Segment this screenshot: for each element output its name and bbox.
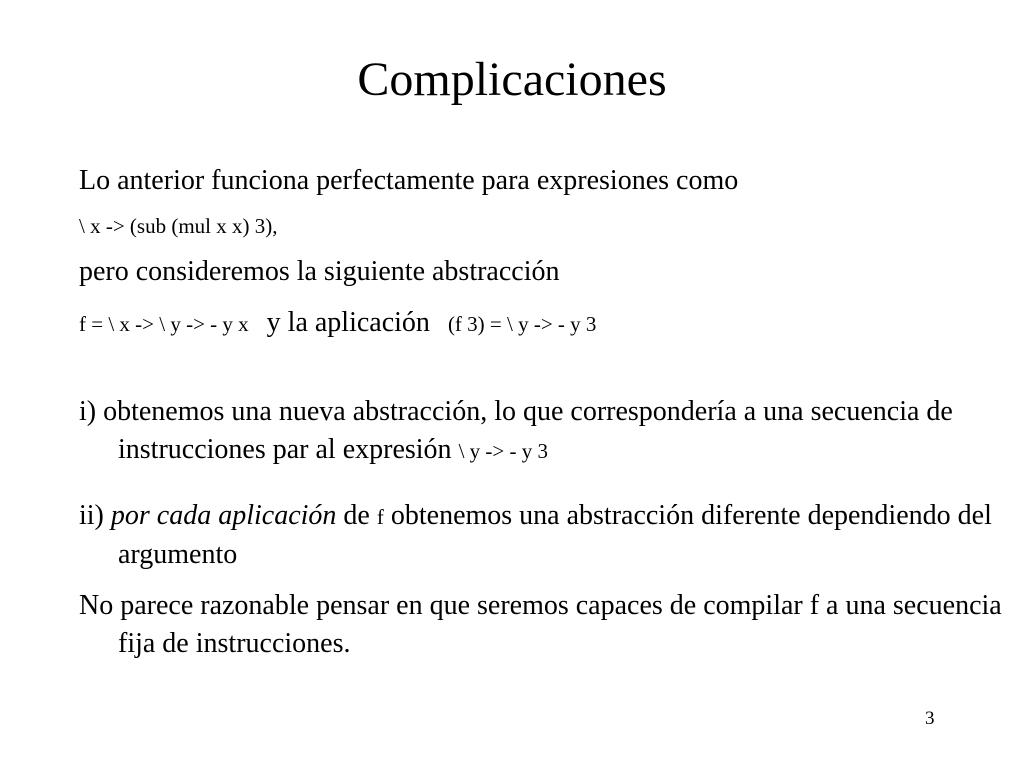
item-ii-code: f	[376, 505, 384, 529]
item-ii-prefix: ii)	[79, 500, 104, 531]
application-code: (f 3) = \ y -> - y 3	[447, 312, 597, 336]
slide-title: Complicaciones	[357, 53, 667, 106]
item-ii	[79, 497, 1024, 574]
item-i	[79, 393, 1024, 470]
item-i-text: i) obtenemos una nueva abstracción, lo que correspondería a una secuencia de instrucciones par al expresión	[79, 396, 953, 465]
item-ii-rest: obtenemos una abstracción diferente dependiendo del argumento	[118, 500, 992, 570]
intro-line: Lo anterior funciona perfectamente para expresiones como	[79, 165, 739, 196]
abstraction-intro: pero consideremos la siguiente abstracción	[79, 256, 560, 287]
page-number: 3	[925, 708, 935, 729]
item-ii-italic: por cada aplicación	[110, 500, 337, 531]
application-label: y la aplicación	[266, 307, 430, 338]
conclusion-paragraph: No parece razonable pensar en que seremos capaces de compilar f a una secuencia fija de instrucciones.	[79, 590, 1002, 659]
item-i-code: \ y -> - y 3	[458, 439, 548, 463]
example-expression: \ x -> (sub (mul x x) 3),	[79, 214, 278, 238]
abstraction-code: f = \ x -> \ y -> - y x	[79, 312, 249, 336]
abstraction-line	[79, 306, 596, 340]
item-ii-mid: de	[343, 500, 370, 531]
